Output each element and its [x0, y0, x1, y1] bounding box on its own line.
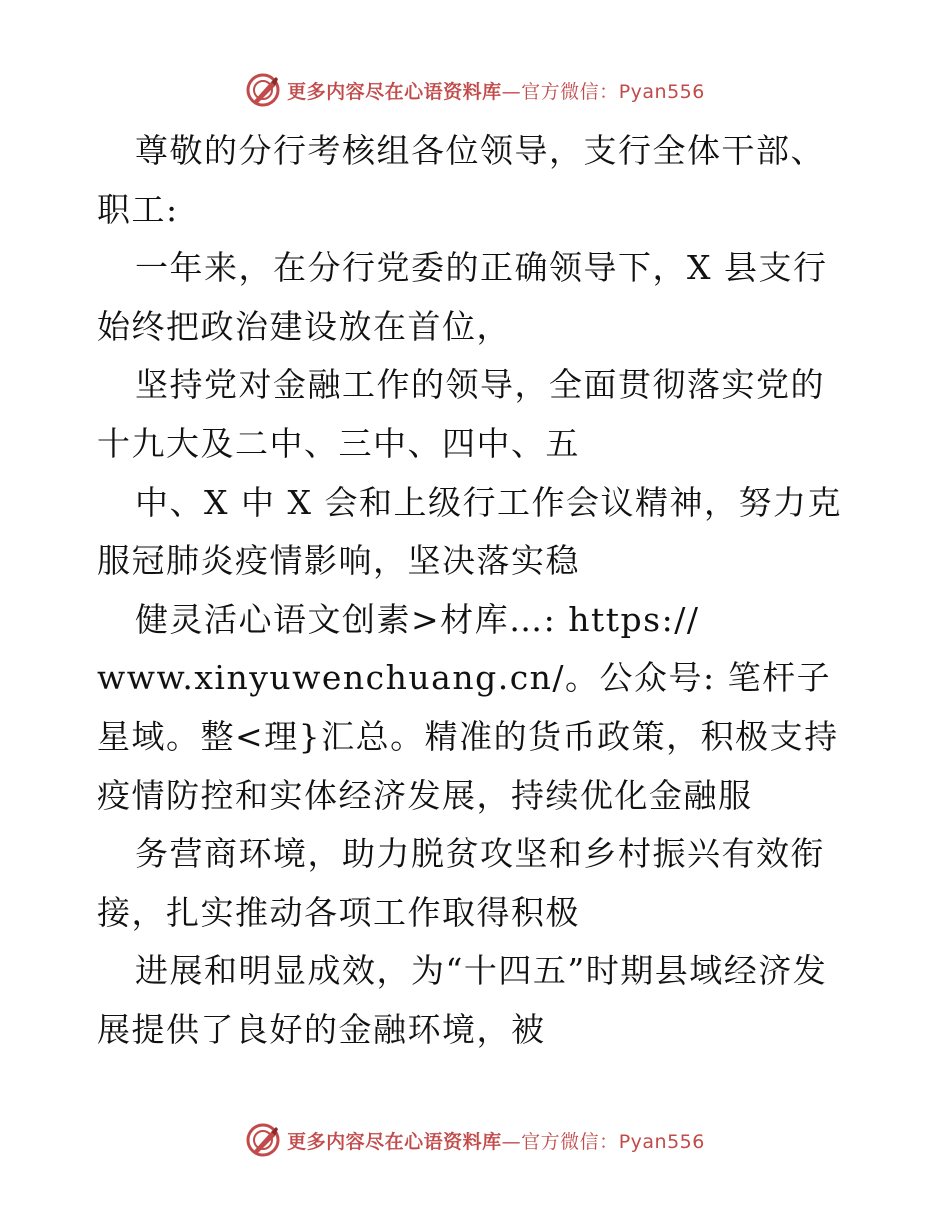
- header-separator: —: [501, 80, 522, 103]
- header-wechat-label: 官方微信：: [521, 80, 619, 103]
- footer-brand: 更多内容尽在心语资料库: [287, 1130, 502, 1153]
- footer-banner: [0, 1120, 950, 1160]
- footer-separator: —: [501, 1130, 522, 1153]
- footer-wechat-id: Pyan556: [618, 1130, 705, 1153]
- paragraph-6: www.xinyuwenchuang.cn/。公众号: 笔杆子星域。整<理}汇总。精准的货币政策，积极支持疫情防控和实体经济发展，持续优化金融服: [97, 658, 839, 815]
- header-text: [287, 77, 705, 104]
- paragraph-1: 尊敬的分行考核组各位领导，支行全体干部、职工:: [97, 131, 825, 229]
- paragraph-8: 进展和明显成效，为“十四五”时期县域经济发展提供了良好的金融环境，被: [97, 951, 828, 1049]
- paragraph-3: 坚持党对金融工作的领导，全面贯彻落实党的十九大及二中、三中、四中、五: [97, 365, 825, 463]
- header-wechat-id: Pyan556: [618, 80, 705, 103]
- footer-wechat-label: 官方微信：: [521, 1130, 619, 1153]
- pen-logo-icon: [245, 1122, 281, 1158]
- footer-text: [287, 1127, 705, 1154]
- paragraph-4: 中、X 中 X 会和上级行工作会议精神，努力克服冠肺炎疫情影响，坚决落实稳: [97, 482, 842, 581]
- document-body: [97, 122, 857, 1060]
- pen-logo-icon: [245, 72, 281, 108]
- paragraph-2: 一年来，在分行党委的正确领导下，X 县支行始终把政治建设放在首位，: [97, 248, 828, 346]
- paragraph-7: 务营商环境，助力脱贫攻坚和乡村振兴有效衔接，扎实推动各项工作取得积极: [97, 834, 825, 932]
- header-banner: [0, 70, 950, 110]
- paragraph-5: 健灵活心语文创素>材库…: https://: [135, 599, 700, 639]
- header-brand: 更多内容尽在心语资料库: [287, 80, 502, 103]
